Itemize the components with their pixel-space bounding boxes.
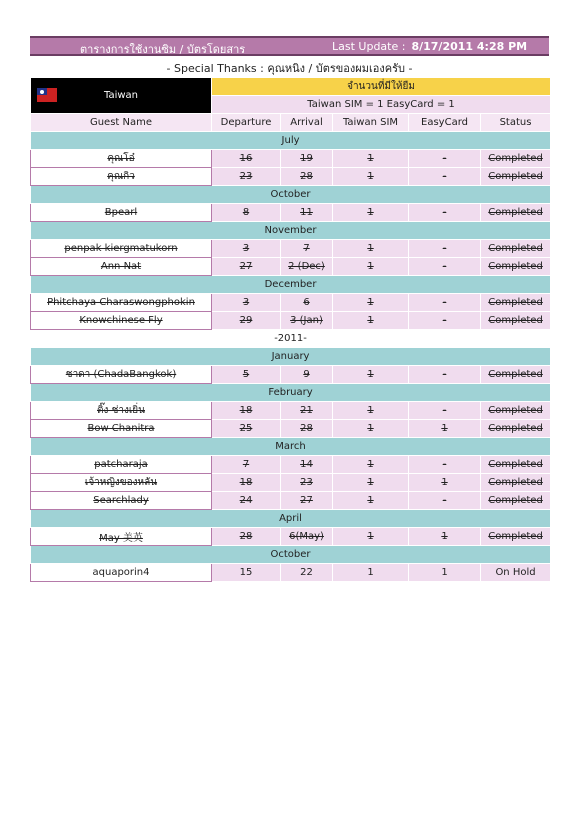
taiwan-sim-cell: 1 [333,204,409,222]
month-label: March [31,438,551,456]
month-label: February [31,384,551,402]
easycard-cell: - [409,204,481,222]
status-cell: Completed [481,312,551,330]
col-guest-name: Guest Name [31,114,212,132]
departure-cell: 29 [212,312,281,330]
month-row [31,132,551,150]
guest-name-cell: Bpearl [31,204,212,222]
arrival-cell: 6(May) [281,528,333,546]
easycard-cell: - [409,366,481,384]
guest-name-cell: Bow Chanitra [31,420,212,438]
year-label: -2011- [31,330,551,348]
taiwan-sim-cell: 1 [333,474,409,492]
table-row [31,204,551,222]
month-label: July [31,132,551,150]
month-row [31,510,551,528]
departure-cell: 3 [212,294,281,312]
status-cell: Completed [481,456,551,474]
arrival-cell: 19 [281,150,333,168]
easycard-cell: 1 [409,528,481,546]
month-row [31,384,551,402]
table-row [31,402,551,420]
taiwan-sim-cell: 1 [333,240,409,258]
guest-name-cell: penpak kiergmatukorn [31,240,212,258]
easycard-cell: - [409,258,481,276]
table-row [31,168,551,186]
last-update [332,40,527,53]
status-cell: Completed [481,294,551,312]
departure-cell: 15 [212,564,281,582]
easycard-cell: - [409,402,481,420]
taiwan-sim-cell: 1 [333,294,409,312]
taiwan-sim-cell: 1 [333,456,409,474]
table-row [31,366,551,384]
month-row [31,222,551,240]
column-header-row [31,114,551,132]
arrival-cell: 23 [281,474,333,492]
easycard-cell: - [409,240,481,258]
guest-name-cell: Ann Nat [31,258,212,276]
guest-name-cell: เจ้าหญิงของหลัน [31,474,212,492]
status-cell: Completed [481,240,551,258]
taiwan-sim-cell: 1 [333,402,409,420]
taiwan-sim-cell: 1 [333,366,409,384]
guest-name-cell: May 美英 [31,528,212,546]
departure-cell: 18 [212,402,281,420]
year-row [31,330,551,348]
arrival-cell: 28 [281,420,333,438]
arrival-cell: 6 [281,294,333,312]
table-row [31,456,551,474]
status-cell: Completed [481,366,551,384]
easycard-cell: 1 [409,420,481,438]
table-row [31,492,551,510]
departure-cell: 25 [212,420,281,438]
month-row [31,546,551,564]
month-label: October [31,546,551,564]
taiwan-flag-icon [37,88,57,102]
departure-cell: 16 [212,150,281,168]
last-update-label: Last Update : [332,40,406,53]
arrival-cell: 2 (Dec) [281,258,333,276]
page-header [30,36,549,56]
month-row [31,276,551,294]
arrival-cell: 27 [281,492,333,510]
month-label: November [31,222,551,240]
departure-cell: 5 [212,366,281,384]
status-cell: Completed [481,474,551,492]
status-cell: Completed [481,150,551,168]
departure-cell: 23 [212,168,281,186]
arrival-cell: 28 [281,168,333,186]
guest-name-cell: คุณกิว [31,168,212,186]
guest-name-cell: ติ๊ง ช่างเยิ่น [31,402,212,420]
status-cell: Completed [481,168,551,186]
status-cell: Completed [481,402,551,420]
col-arrival: Arrival [281,114,333,132]
col-departure: Departure [212,114,281,132]
easycard-cell: - [409,294,481,312]
guest-name-cell: ชาดา (ChadaBangkok) [31,366,212,384]
guest-name-cell: คุณโอ๋ [31,150,212,168]
taiwan-sim-cell: 1 [333,528,409,546]
arrival-cell: 3 (Jan) [281,312,333,330]
country-name: Taiwan [103,90,138,101]
departure-cell: 24 [212,492,281,510]
status-cell: On Hold [481,564,551,582]
arrival-cell: 11 [281,204,333,222]
arrival-cell: 9 [281,366,333,384]
guest-name-cell: aquaporin4 [31,564,212,582]
easycard-cell: 1 [409,474,481,492]
arrival-cell: 14 [281,456,333,474]
month-label: April [31,510,551,528]
table-row [31,312,551,330]
departure-cell: 3 [212,240,281,258]
table-row [31,294,551,312]
country-cell [31,78,212,114]
taiwan-sim-cell: 1 [333,564,409,582]
booking-table [30,77,551,582]
last-update-value: 8/17/2011 4:28 PM [411,40,528,53]
arrival-cell: 22 [281,564,333,582]
table-row [31,474,551,492]
month-row [31,438,551,456]
month-row [31,348,551,366]
taiwan-sim-cell: 1 [333,150,409,168]
month-row [31,186,551,204]
table-row [31,420,551,438]
col-taiwan-sim: Taiwan SIM [333,114,409,132]
month-label: January [31,348,551,366]
taiwan-sim-cell: 1 [333,420,409,438]
arrival-cell: 21 [281,402,333,420]
guest-name-cell: Phitchaya Charaswongphokin [31,294,212,312]
table-row [31,240,551,258]
table-row [31,258,551,276]
easycard-cell: - [409,150,481,168]
status-cell: Completed [481,492,551,510]
status-cell: Completed [481,258,551,276]
status-cell: Completed [481,420,551,438]
summary-sub: Taiwan SIM = 1 EasyCard = 1 [212,96,551,114]
status-cell: Completed [481,528,551,546]
easycard-cell: 1 [409,564,481,582]
taiwan-sim-cell: 1 [333,168,409,186]
taiwan-sim-cell: 1 [333,492,409,510]
table-row [31,564,551,582]
col-status: Status [481,114,551,132]
easycard-cell: - [409,312,481,330]
departure-cell: 7 [212,456,281,474]
departure-cell: 8 [212,204,281,222]
guest-name-cell: Knowchinese Fly [31,312,212,330]
departure-cell: 27 [212,258,281,276]
special-thanks: - Special Thanks : คุณหนิง / บัตรของผมเองครับ - [166,62,413,75]
easycard-cell: - [409,168,481,186]
guest-name-cell: patcharaja [31,456,212,474]
guest-name-cell: Searchlady [31,492,212,510]
page-title: ตารางการใช้งานซิม / บัตรโดยสาร [80,43,246,56]
month-label: December [31,276,551,294]
departure-cell: 28 [212,528,281,546]
table-row [31,528,551,546]
status-cell: Completed [481,204,551,222]
easycard-cell: - [409,492,481,510]
taiwan-sim-cell: 1 [333,312,409,330]
table-row [31,150,551,168]
easycard-cell: - [409,456,481,474]
arrival-cell: 7 [281,240,333,258]
col-easycard: EasyCard [409,114,481,132]
month-label: October [31,186,551,204]
summary-title: จำนวนที่มีให้ยืม [212,78,551,96]
departure-cell: 18 [212,474,281,492]
taiwan-sim-cell: 1 [333,258,409,276]
